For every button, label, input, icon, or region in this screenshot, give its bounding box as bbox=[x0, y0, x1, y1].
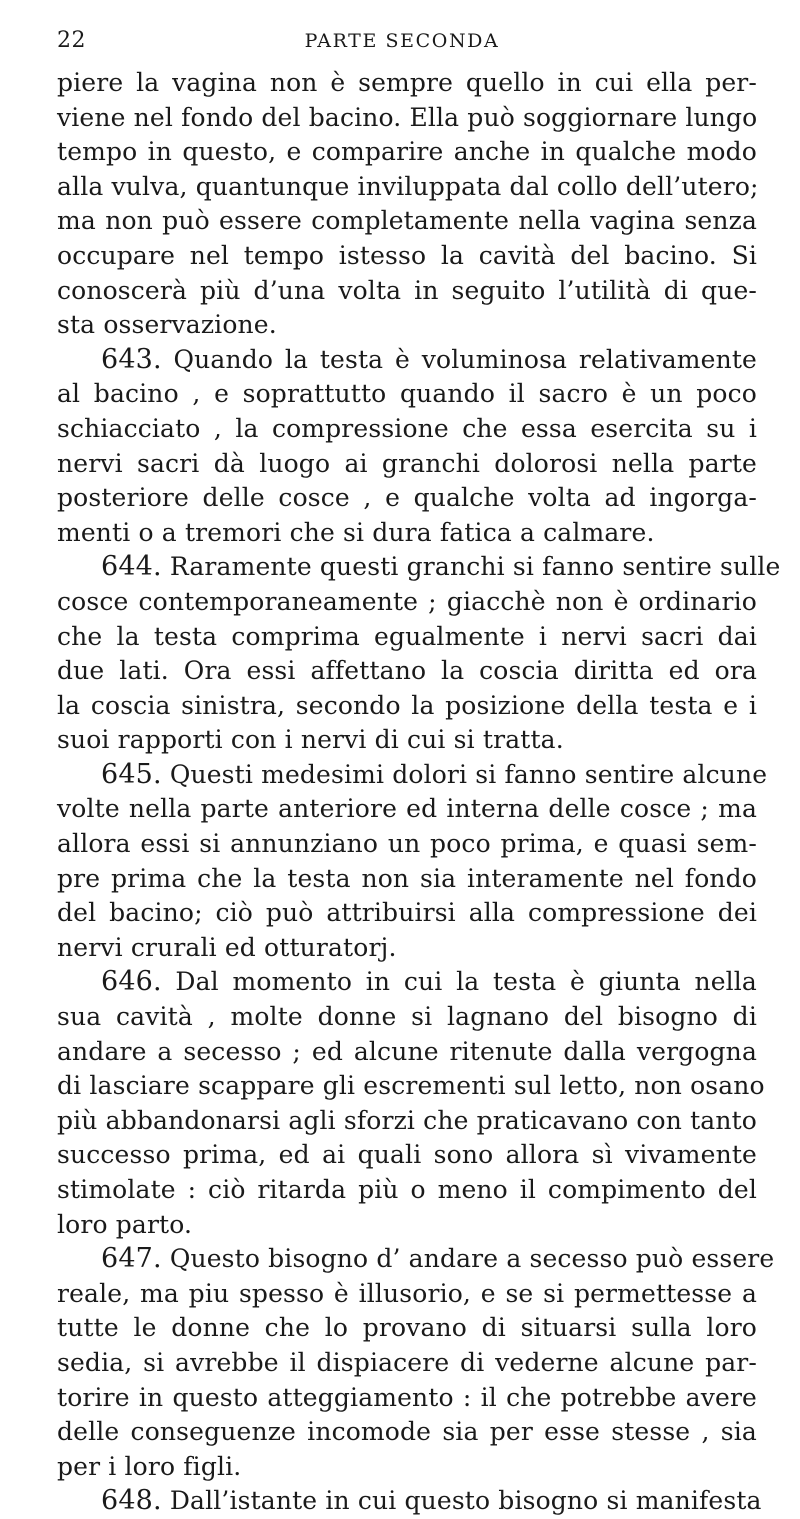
text-line: Dall’istante in cui questo bisogno si manifesta bbox=[169, 1486, 762, 1516]
text-line: alla vulva, quantunque inviluppata dal collo dell’utero; bbox=[57, 171, 759, 201]
text-line: delle conseguenze incomode sia per esse stesse , sia bbox=[57, 1417, 757, 1447]
text-line: sedia, si avrebbe il dispiacere di vederne alcune par- bbox=[57, 1347, 757, 1377]
text-line: volte nella parte anteriore ed interna delle cosce ; ma bbox=[57, 794, 757, 824]
text-line: la coscia sinistra, secondo la posizione della testa e i bbox=[57, 690, 757, 720]
text-line: tempo in questo, e comparire anche in qualche modo bbox=[57, 137, 757, 167]
text-line: andare a secesso ; ed alcune ritenute dalla vergogna bbox=[57, 1036, 757, 1066]
text-line: due lati. Ora essi affettano la coscia diritta ed ora bbox=[57, 656, 757, 686]
text-line: nervi crurali ed otturatorj. bbox=[57, 932, 397, 962]
paragraph-number: 648. bbox=[101, 1485, 162, 1517]
text-line: pre prima che la testa non sia interamente nel fondo bbox=[57, 863, 757, 893]
paragraph-number: 647. bbox=[101, 1243, 162, 1275]
text-line: reale, ma piu spesso è illusorio, e se si permettesse a bbox=[57, 1278, 757, 1308]
text-line: viene nel fondo del bacino. Ella può soggiornare lungo bbox=[57, 102, 758, 132]
paragraph-start-643 bbox=[57, 343, 757, 378]
text-line: cosce contemporaneamente ; giacchè non è ordinario bbox=[57, 586, 757, 616]
text-line: stimolate : ciò ritarda più o meno il compimento del bbox=[57, 1175, 757, 1204]
text-line: piere la vagina non è sempre quello in cui ella per- bbox=[57, 68, 757, 97]
text-line: schiacciato , la compressione che essa esercita su i bbox=[57, 413, 757, 443]
text-line: loro parto. bbox=[57, 1209, 193, 1239]
paragraph-start-647 bbox=[57, 1242, 775, 1277]
text-line: del bacino; ciò può attribuirsi alla compressione dei bbox=[57, 898, 757, 928]
text-line: Raramente questi granchi si fanno sentire sulle bbox=[169, 552, 781, 582]
text-line: successo prima, ed ai quali sono allora sì vivamente bbox=[57, 1140, 757, 1170]
text-line: di lasciare scappare gli escrementi sul letto, non osano bbox=[57, 1071, 765, 1101]
header-title: PARTE SECONDA bbox=[304, 30, 500, 52]
text-line: occupare nel tempo istesso la cavità del bacino. Si bbox=[57, 240, 757, 270]
text-line: menti o a tremori che si dura fatica a calmare. bbox=[57, 517, 655, 547]
text-line: più abbandonarsi agli sforzi che praticavano con tanto bbox=[57, 1105, 757, 1135]
text-line: che la testa comprima egualmente i nervi sacri dai bbox=[57, 621, 757, 651]
text-line: sua cavità , molte donne si lagnano del bisogno di bbox=[57, 1002, 757, 1032]
text-line: torire in questo atteggiamento : il che potrebbe avere bbox=[57, 1382, 757, 1412]
text-line: conoscerà più d’una volta in seguito l’utilità di que- bbox=[57, 275, 757, 305]
text-line: posteriore delle cosce , e qualche volta ad ingorga- bbox=[57, 483, 757, 513]
running-head bbox=[57, 28, 747, 58]
text-line: per i loro figli. bbox=[57, 1451, 242, 1481]
text-line: ma non può essere completamente nella vagina senza bbox=[57, 206, 757, 236]
text-line: al bacino , e soprattutto quando il sacro è un poco bbox=[57, 379, 757, 409]
text-line: Quando la testa è voluminosa relativamente bbox=[173, 344, 757, 374]
paragraph-number: 645. bbox=[101, 758, 162, 790]
text-line: Questi medesimi dolori si fanno sentire alcune bbox=[169, 759, 768, 789]
page-number: 22 bbox=[57, 28, 86, 53]
body-text bbox=[57, 66, 781, 1519]
paragraph-number: 646. bbox=[101, 966, 162, 998]
text-line: Questo bisogno d’ andare a secesso può essere bbox=[169, 1244, 775, 1274]
text-line: sta osservazione. bbox=[57, 310, 277, 340]
text-line: allora essi si annunziano un poco prima, e quasi sem- bbox=[57, 829, 757, 859]
text-line: tutte le donne che lo provano di situarsi sulla loro bbox=[57, 1313, 757, 1343]
paragraph-number: 643. bbox=[101, 343, 162, 375]
paragraph-number: 644. bbox=[101, 551, 162, 583]
paragraph-start-644 bbox=[57, 550, 781, 585]
text-line: suoi rapporti con i nervi di cui si tratta. bbox=[57, 725, 564, 755]
text-line: nervi sacri dà luogo ai granchi dolorosi nella parte bbox=[57, 448, 757, 478]
paragraph-start-648 bbox=[57, 1484, 762, 1519]
text-line: Dal momento in cui la testa è giunta nella bbox=[175, 967, 757, 997]
paragraph-start-646 bbox=[57, 965, 757, 1000]
paragraph-start-645 bbox=[57, 758, 768, 793]
